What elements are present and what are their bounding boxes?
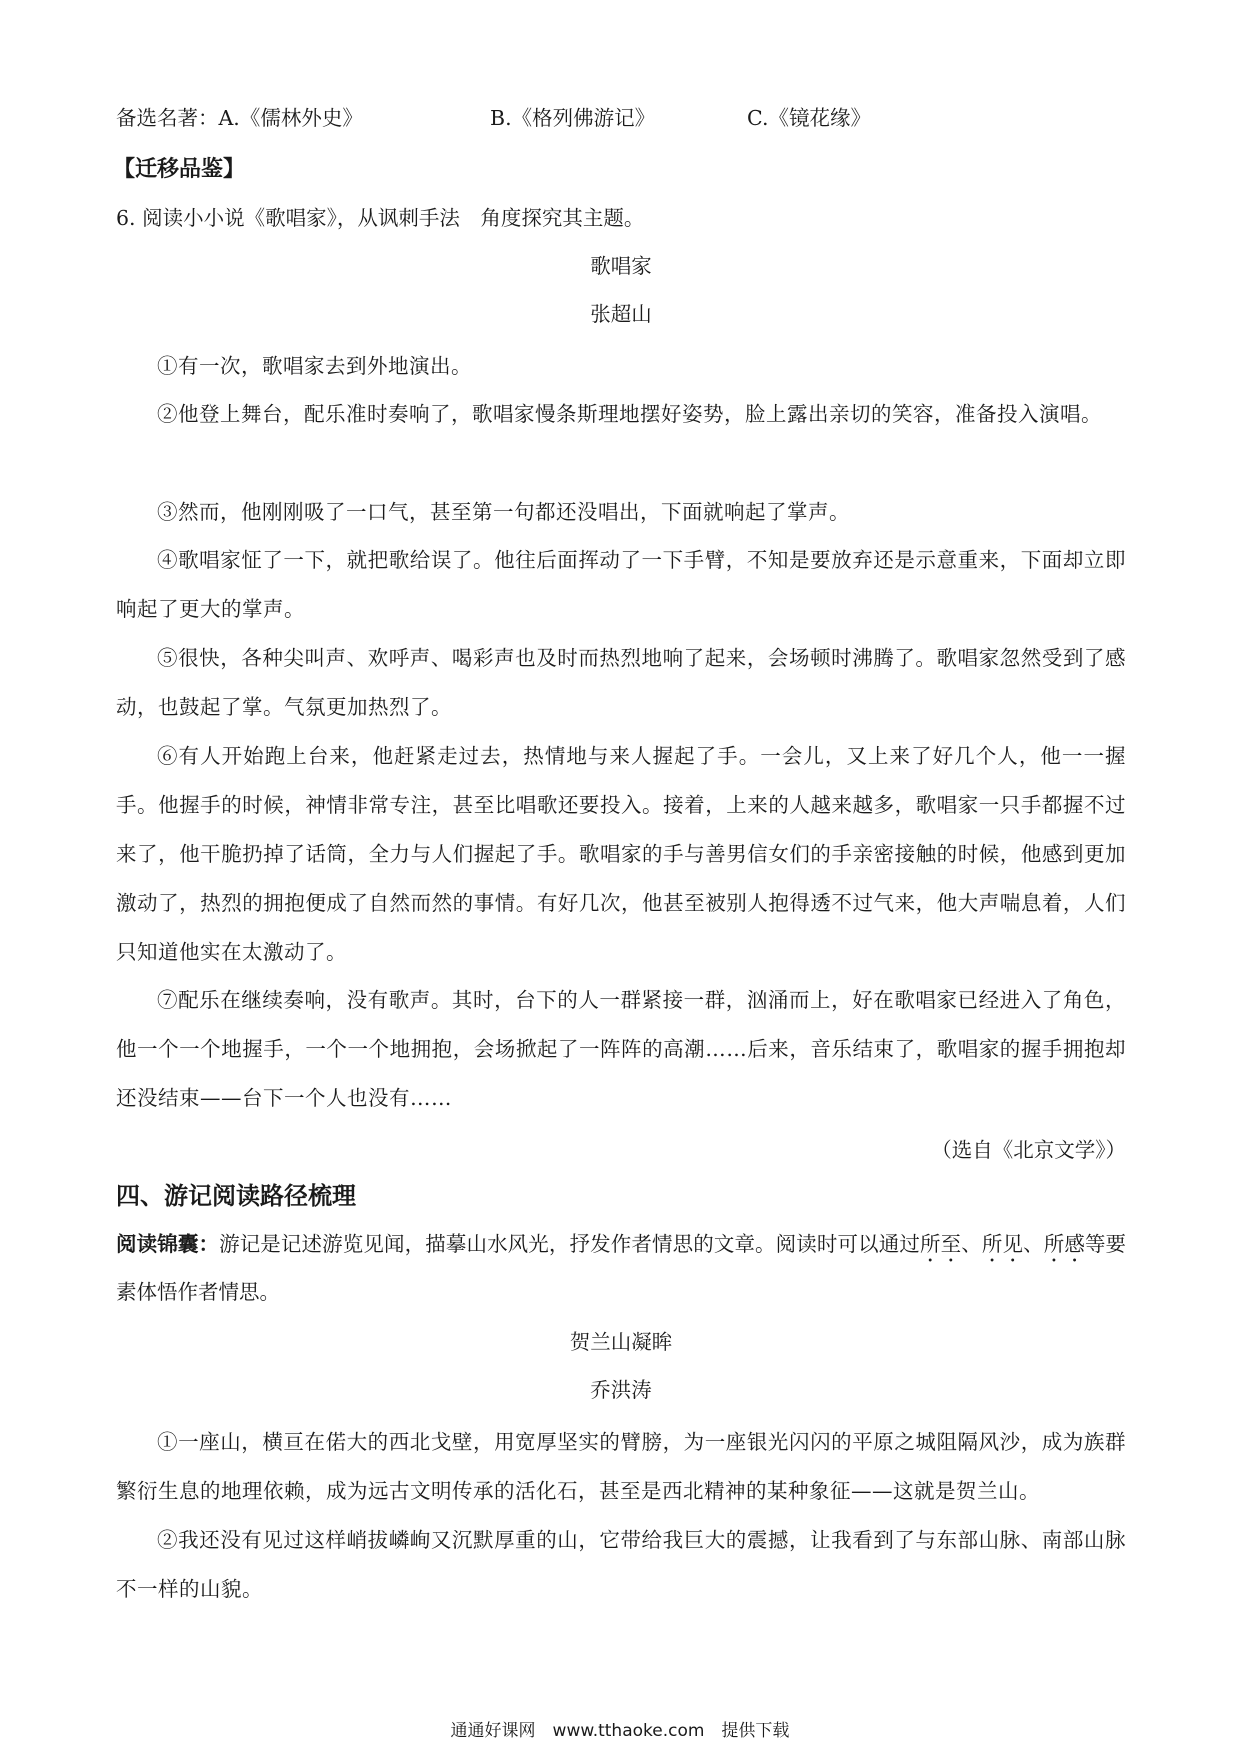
travel-paragraph-2: ②我还没有见过这样峭拔嶙峋又沉默厚重的山，它带给我巨大的震撼，让我看到了与东部山脉、南部山脉不一样的山貌。 (116, 1528, 1126, 1601)
story-paragraph-5: ⑤很快，各种尖叫声、欢呼声、喝彩声也及时而热烈地响了起来，会场顿时沸腾了。歌唱家忽然受到了感动，也鼓起了掌。气氛更加热烈了。 (116, 646, 1126, 719)
story-author: 张超山 (590, 302, 652, 326)
travel-title: 贺兰山凝眸 (569, 1330, 673, 1354)
travel-author: 乔洪涛 (590, 1378, 652, 1402)
page-footer: 通通好课网 www.tthaoke.com 提供下载 (450, 1721, 790, 1741)
question-6: 6. 阅读小小说《歌唱家》，从讽刺手法 角度探究其主题。 (116, 206, 645, 230)
tips-emphasis-2: 所见 (981, 1232, 1024, 1256)
tips-emphasis-3: 所感 (1043, 1232, 1085, 1256)
story-paragraph-7: ⑦配乐在继续奏响，没有歌声。其时，台下的人一群紧接一群，汹涌而上，好在歌唱家已经进入了角色，他一个一个地握手，一个一个地拥抱，会场掀起了一阵阵的高潮……后来，音乐结束了，歌唱家的握手拥抱却还没结束——台下一个人也没有…… (116, 988, 1126, 1110)
section-heading-transfer: 【迁移品鉴】 (113, 157, 246, 182)
tips-text-end: 等要素体悟作者情思。 (116, 1232, 1127, 1304)
story-title: 歌唱家 (590, 254, 652, 278)
story-source: （选自《北京文学》） (931, 1138, 1126, 1162)
book-options (116, 98, 1126, 138)
option-c: C.《镜花缘》 (747, 106, 871, 130)
section-heading-four: 四、游记阅读路径梳理 (116, 1182, 356, 1210)
story-paragraph-4: ④歌唱家怔了一下，就把歌给误了。他往后面挥动了一下手臂，不知是要放弃还是示意重来，下面却立即响起了更大的掌声。 (116, 548, 1126, 621)
tips-label: 阅读锦囊： (116, 1232, 220, 1256)
tips-separator: 、 (1023, 1232, 1044, 1256)
story-paragraph-3: ③然而，他刚刚吸了一口气，甚至第一句都还没唱出，下面就响起了掌声。 (157, 500, 850, 524)
reading-tips (116, 1220, 1126, 1316)
story-paragraph-1: ①有一次，歌唱家去到外地演出。 (157, 354, 472, 378)
options-label: 备选名著：A.《儒林外史》 (116, 106, 363, 130)
tips-emphasis-1: 所至 (919, 1232, 962, 1256)
story-paragraph-2: ②他登上舞台，配乐准时奏响了，歌唱家慢条斯理地摆好姿势，脸上露出亲切的笑容，准备投入演唱。 (157, 402, 1102, 426)
tips-text: 游记是记述游览见闻，描摹山水风光，抒发作者情思的文章。阅读时可以通过 (219, 1232, 920, 1256)
option-b: B.《格列佛游记》 (490, 106, 656, 130)
tips-separator: 、 (961, 1232, 982, 1256)
travel-paragraph-1: ①一座山，横亘在偌大的西北戈壁，用宽厚坚实的臂膀，为一座银光闪闪的平原之城阻隔风沙，成为族群繁衍生息的地理依赖，成为远古文明传承的活化石，甚至是西北精神的某种象征——这就是贺兰山。 (116, 1430, 1126, 1503)
story-paragraph-6: ⑥有人开始跑上台来，他赶紧走过去，热情地与来人握起了手。一会儿，又上来了好几个人，他一一握手。他握手的时候，神情非常专注，甚至比唱歌还要投入。接着，上来的人越来越多，歌唱家一只手都握不过来了，他干脆扔掉了话筒，全力与人们握起了手。歌唱家的手与善男信女们的手亲密接触的时候，他感到更加激动了，热烈的拥抱便成了自然而然的事情。有好几次，他甚至被别人抱得透不过气来，他大声喘息着，人们只知道他实在太激动了。 (116, 744, 1126, 964)
